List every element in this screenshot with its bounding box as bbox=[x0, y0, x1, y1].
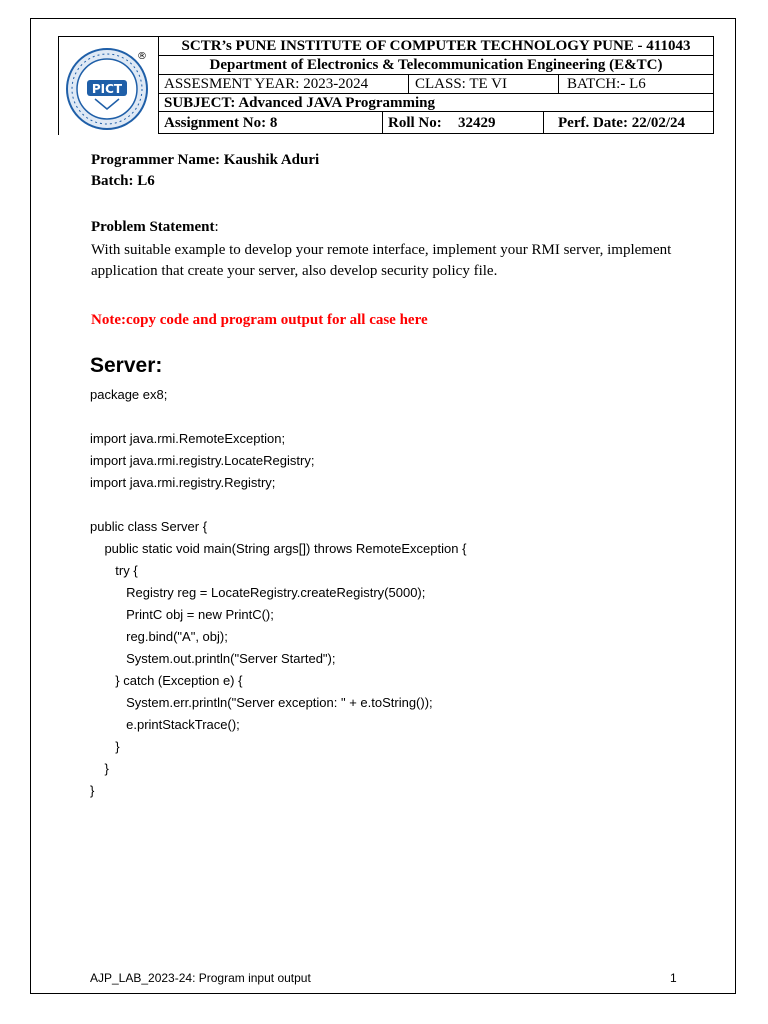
institute-name: SCTR’s PUNE INSTITUTE OF COMPUTER TECHNOLOGY PUNE - 411043 bbox=[181, 38, 691, 54]
department-name: Department of Electronics & Telecommunication Engineering (E&TC) bbox=[209, 57, 663, 73]
logo-text: PICT bbox=[91, 82, 123, 96]
logo-box bbox=[58, 36, 159, 135]
registered-mark: ® bbox=[137, 51, 147, 62]
problem-statement-body: With suitable example to develop your remote interface, implement your RMI server, implement application that create your server, also develop security policy file. bbox=[91, 242, 672, 279]
problem-title-text: Problem Statement bbox=[91, 219, 215, 235]
problem-title-colon: : bbox=[214, 219, 219, 235]
note-text: Note:copy code and program output for all case here bbox=[91, 312, 428, 328]
perf-date: Perf. Date: 22/02/24 bbox=[543, 112, 715, 133]
header-row-department bbox=[158, 55, 714, 74]
page-number: 1 bbox=[670, 971, 677, 985]
header-row-year bbox=[158, 74, 714, 93]
assignment-number: Assignment No: 8 bbox=[159, 112, 383, 133]
header-row-subject bbox=[158, 93, 714, 111]
footer-label: AJP_LAB_2023-24: Program input output bbox=[90, 971, 311, 985]
subject-label: SUBJECT: Advanced JAVA Programming bbox=[164, 95, 436, 111]
server-heading: Server: bbox=[90, 354, 163, 377]
document-header bbox=[58, 36, 714, 134]
assessment-year: ASSESMENT YEAR: 2023-2024 bbox=[159, 75, 409, 93]
class-label: CLASS: TE VI bbox=[409, 75, 559, 93]
server-code-block: package ex8; import java.rmi.RemoteException; import java.rmi.registry.LocateRegistry; import java.rmi.registry.Registry; public class Server { public static void main(String args[]) throws RemoteException { try { Registry reg = LocateRegistry.createRegistry(5000); PrintC obj = new PrintC(); reg.bind("A", obj); System.out.println("Server Started"); } catch (Exception e) { System.err.println("Server exception: " + e.toString()); e.printStackTrace(); } } } bbox=[90, 387, 467, 798]
programmer-name: Programmer Name: Kaushik Aduri bbox=[91, 152, 320, 168]
roll-label: Roll No: bbox=[388, 115, 442, 131]
header-row-assignment bbox=[158, 111, 714, 134]
roll-number: 32429 bbox=[458, 115, 496, 131]
header-row-institute bbox=[158, 36, 714, 55]
batch-line: Batch: L6 bbox=[91, 173, 155, 189]
programmer-info bbox=[91, 150, 701, 192]
batch-label: BATCH:- L6 bbox=[567, 76, 646, 92]
problem-statement-title bbox=[91, 219, 219, 236]
